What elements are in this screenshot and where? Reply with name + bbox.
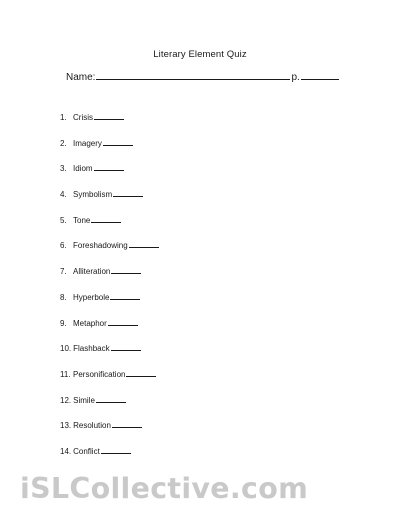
- item-term: Imagery: [73, 138, 102, 148]
- answer-blank-line: [111, 265, 141, 274]
- answer-blank-line: [112, 419, 142, 428]
- answer-blank-line: [96, 394, 126, 403]
- item-term: Simile: [73, 395, 95, 405]
- answer-blank-line: [101, 445, 131, 454]
- item-number: 11.: [60, 369, 71, 379]
- list-item: [60, 188, 159, 214]
- item-number: 2.: [60, 138, 67, 148]
- item-term: Personification: [73, 369, 126, 379]
- answer-blank-line: [110, 291, 140, 300]
- page-title: Literary Element Quiz: [153, 49, 247, 60]
- item-term: Foreshadowing: [73, 241, 128, 251]
- item-term: Resolution: [73, 421, 111, 431]
- item-number: 3.: [60, 164, 67, 174]
- answer-blank-line: [113, 188, 143, 197]
- name-label: Name:: [66, 72, 96, 83]
- item-term: Metaphor: [73, 318, 107, 328]
- item-term: Conflict: [73, 446, 100, 456]
- item-number: 10.: [60, 344, 72, 354]
- item-term: Alliteration: [73, 267, 111, 277]
- item-term: Symbolism: [73, 190, 113, 200]
- item-number: 7.: [60, 267, 67, 277]
- list-item: [60, 419, 159, 445]
- item-number: 14.: [60, 446, 72, 456]
- list-item: [60, 291, 159, 317]
- answer-blank-line: [103, 137, 133, 146]
- item-number: 13.: [60, 421, 72, 431]
- list-item: [60, 137, 159, 163]
- period-blank-line: [301, 70, 339, 80]
- list-item: [60, 239, 159, 265]
- answer-blank-line: [108, 317, 138, 326]
- list-item: [60, 368, 159, 394]
- answer-blank-line: [126, 368, 156, 377]
- item-term: Hyperbole: [73, 292, 110, 302]
- answer-blank-line: [94, 162, 124, 171]
- answer-blank-line: [91, 214, 121, 223]
- list-item: [60, 162, 159, 188]
- answer-blank-line: [94, 111, 124, 120]
- name-blank-line: [96, 70, 290, 80]
- item-number: 9.: [60, 318, 67, 328]
- list-item: [60, 394, 159, 420]
- item-term: Flashback: [73, 344, 110, 354]
- list-item: [60, 214, 159, 240]
- item-number: 4.: [60, 190, 67, 200]
- name-period-line: [66, 70, 340, 83]
- list-item: [60, 317, 159, 343]
- item-number: 1.: [60, 113, 67, 122]
- list-item: [60, 445, 159, 471]
- answer-blank-line: [111, 342, 141, 351]
- watermark: iSLCollective.com: [20, 472, 309, 505]
- list-item: [60, 342, 159, 368]
- item-term: Idiom: [73, 164, 93, 174]
- period-label: p.: [291, 72, 300, 83]
- quiz-list: [60, 111, 159, 471]
- list-item: [60, 265, 159, 291]
- item-number: 8.: [60, 292, 67, 302]
- list-item: [60, 111, 159, 137]
- item-term: Crisis: [73, 113, 93, 122]
- item-number: 5.: [60, 215, 67, 225]
- item-number: 6.: [60, 241, 67, 251]
- answer-blank-line: [129, 239, 159, 248]
- item-number: 12.: [60, 395, 72, 405]
- item-term: Tone: [73, 215, 91, 225]
